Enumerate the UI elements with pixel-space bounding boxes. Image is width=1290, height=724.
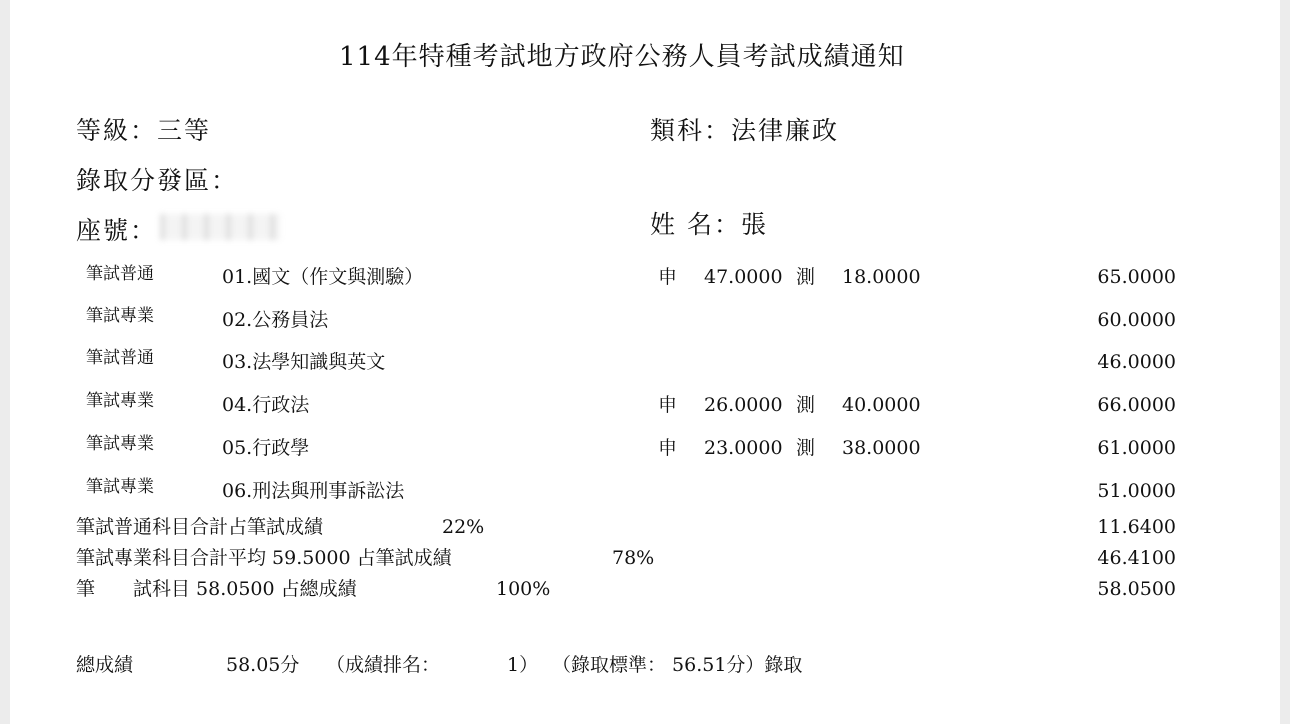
document-title: 114年特種考試地方政府公務人員考試成績通知 — [339, 42, 905, 72]
appeal-flag: 申 — [658, 394, 678, 416]
summary-label: 筆試普通科目合計占筆試成績 — [76, 516, 324, 538]
subject-name: 03.法學知識與英文 — [222, 351, 386, 373]
summary-value: 11.6400 — [1097, 516, 1176, 538]
seat-field: 座號： — [76, 216, 158, 245]
summary-percent: 78% — [612, 547, 655, 569]
score-notice-page — [10, 0, 1280, 724]
category-field: 類科：法律廉政 — [650, 116, 840, 145]
admission-standard: （錄取標準： 56.51分）錄取 — [552, 654, 803, 676]
rank-value: 1） — [507, 654, 539, 676]
level-field: 等級：三等 — [76, 116, 212, 145]
subject-name: 05.行政學 — [222, 437, 310, 459]
appeal-flag: 申 — [658, 266, 678, 288]
subject-score: 60.0000 — [1097, 309, 1176, 331]
summary-percent: 100% — [496, 578, 551, 600]
subject-score: 65.0000 — [1097, 266, 1176, 288]
subject-type: 筆試專業 — [86, 306, 154, 326]
test-mark: 測 — [796, 437, 816, 459]
essay-score: 23.0000 — [704, 437, 783, 459]
subject-name: 04.行政法 — [222, 394, 310, 416]
test-mark: 測 — [796, 266, 816, 288]
subject-score: 66.0000 — [1097, 394, 1176, 416]
subject-score: 51.0000 — [1097, 480, 1176, 502]
subject-type: 筆試普通 — [86, 264, 154, 284]
subject-name: 02.公務員法 — [222, 309, 329, 331]
subject-name: 06.刑法與刑事訴訟法 — [222, 480, 405, 502]
test-score: 18.0000 — [842, 266, 921, 288]
summary-percent: 22% — [442, 516, 485, 538]
test-score: 40.0000 — [842, 394, 921, 416]
subject-type: 筆試專業 — [86, 391, 154, 411]
essay-score: 47.0000 — [704, 266, 783, 288]
subject-type: 筆試專業 — [86, 477, 154, 497]
essay-score: 26.0000 — [704, 394, 783, 416]
appeal-flag: 申 — [658, 437, 678, 459]
total-label: 總成績 — [76, 654, 134, 676]
test-score: 38.0000 — [842, 437, 921, 459]
summary-value: 58.0500 — [1097, 578, 1176, 600]
summary-value: 46.4100 — [1097, 547, 1176, 569]
allocation-field: 錄取分發區： — [76, 166, 239, 195]
summary-label: 筆 試科目 58.0500 占總成績 — [76, 578, 357, 600]
rank-label: （成績排名： — [326, 654, 441, 676]
redacted-seat-number — [160, 214, 280, 240]
subject-type: 筆試普通 — [86, 348, 154, 368]
subject-name: 01.國文（作文與測驗） — [222, 266, 424, 288]
subject-type: 筆試專業 — [86, 434, 154, 454]
test-mark: 測 — [796, 394, 816, 416]
summary-label: 筆試專業科目合計平均 59.5000 占筆試成績 — [76, 547, 452, 569]
subject-score: 61.0000 — [1097, 437, 1176, 459]
name-field: 姓 名：張 — [650, 210, 768, 239]
subject-score: 46.0000 — [1097, 351, 1176, 373]
total-score: 58.05分 — [226, 654, 300, 676]
